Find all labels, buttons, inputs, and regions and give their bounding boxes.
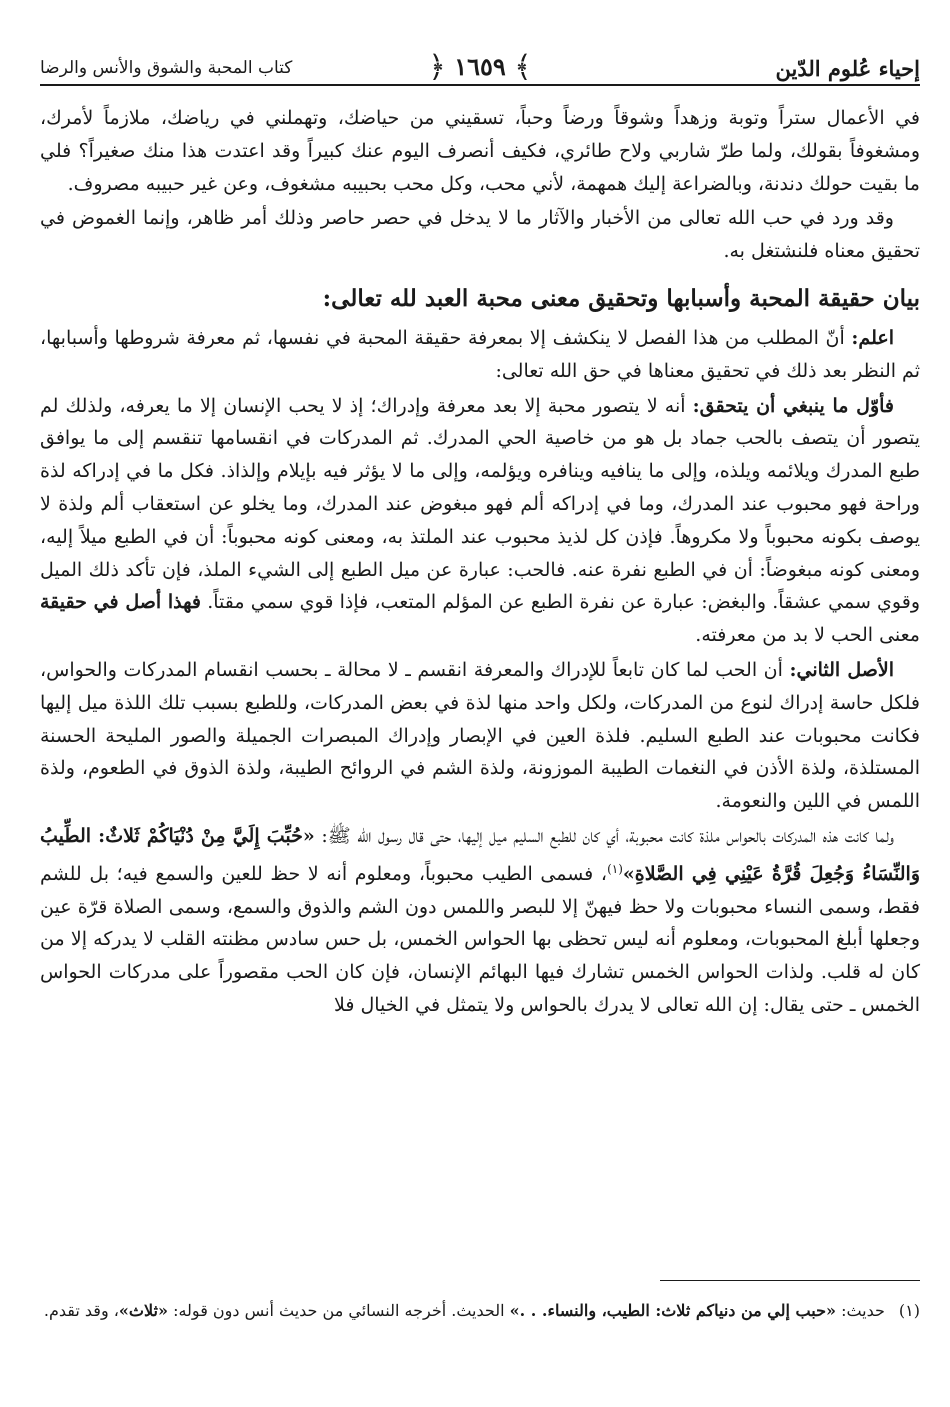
paragraph-4-text: أنه لا يتصور محبة إلا بعد معرفة وإدراك؛ إذ لا يحب الإنسان إلا ما يعرفه، ولذلك لم يتصور أن يتصف بالحب جماد بل هو من خاصية الحي المدرك. ثم المدركات في انقسامها تنقسم إلى ما يوافق طبع المدرك ويلائمه ويلذه، وإلى ما ينافيه وينافره ويؤلمه، وإلى ما لا يؤثر فيه بإيلام وإلذاذ. فكل ما في إدراكه لذة وراحة فهو محبوب عند المدرك، وما في إدراكه ألم فهو مبغوض عند المدرك، وما يخلو عن استعقاب ألم ولذة لا يوصف بكونه محبوباً ولا مكروهاً. فإذن كل لذيذ محبوب عند الملتذ به، ومعنى كونه محبوباً: أن في الطبع ميلاً إليه، ومعنى كونه مبغوضاً: أن في الطبع نفرة عنه. فالحب: عبارة عن ميل الطبع إلى الشيء الملذ، فإن تأكد ذلك الميل وقوي سمي عشقاً. والبغض: عبارة عن نفرة الطبع عن المؤلم المتعب، فإذا قوي سمي مقتاً. [40,394,920,614]
paragraph-5-text: أن الحب لما كان تابعاً للإدراك والمعرفة انقسم ـ لا محالة ـ بحسب انقسام المدركات والحواس، فلكل حاسة إدراك لنوع من المدركات، ولكل واحد منها لذة في بعض المدركات، وللطبع بسبب تلك اللذة ميل إليها فكانت محبوبات عند الطبع السليم. فلذة العين في الإبصار وإدراك المبصرات الجميلة والصور المليحة الحسنة المستلذة، ولذة الأذن في النغمات الطيبة الموزونة، ولذة الشم في الروائح الطيبة، ولذة الذوق في الطعوم، ولذة اللمس في اللين والنعومة. [40,658,920,813]
footnote-text: الحديث. أخرجه النسائي من حديث أنس دون قوله: [173,1301,510,1320]
running-header [40,34,920,86]
footnote-reference[interactable]: (١) [607,861,623,876]
book-title: إحياء عُلوم الدّين [775,56,920,81]
page-body [40,86,920,1022]
paragraph-3-lead: اعلم: [851,326,894,349]
paragraph-4-lead: فأوّل ما ينبغي أن يتحقق: [692,394,894,417]
footnote [40,1296,920,1326]
footnote-separator [660,1280,920,1281]
book-page [40,34,920,1374]
paragraph-5 [40,654,920,818]
ornament-brace-left: ﴿ [428,50,446,85]
paragraph-3-text: أنّ المطلب من هذا الفصل لا ينكشف إلا بمعرفة حقيقة المحبة في نفسها، ثم معرفة شروطها وأسبابها، ثم النظر بعد ذلك في تحقيق معناها في حق الله تعالى: [40,326,920,382]
paragraph-3 [40,322,920,388]
hadith-quote: «حُبِّبَ إِلَيَّ مِنْ دُنْيَاكُمْ ثَلاثٌ: الطِّيبُ وَالنِّسَاءُ وَجُعِلَ قُرَّةُ عَيْنِي فِي الصَّلاةِ» [40,824,920,885]
section-heading: بيان حقيقة المحبة وأسبابها وتحقيق معنى محبة العبد لله تعالى: [322,284,920,312]
page-number-value: ١٦٥٩ [454,52,506,81]
footnote-quote-2: «ثلاث» [118,1301,168,1320]
paragraph-4 [40,390,920,652]
paragraph-1: في الأعمال ستراً وتوبة وزهداً وشوقاً ورضاً وحباً، تسقيني من حياضك، وتهملني في رياضك، ملازماً لأمرك، ومشغوفاً بقولك، ولما طرّ شاربي ولاح طائري، فكيف أنصرف اليوم عنك كبيراً وقد اعتدت هذا منك صغيراً؟ فلي ما بقيت حولك دندنة، وبالضراعة إليك همهمة، لأني محب، وكل محب بحبيبه مشغوف، وعن غير حبيبه مصروف. [40,107,920,195]
ornament-brace-right: ﴾ [514,50,532,85]
page-number [428,50,531,85]
footnote-text-2: ، وقد تقدم. [43,1301,119,1320]
paragraph-2: وقد ورد في حب الله تعالى من الأخبار والآثار ما لا يدخل في حصر حاصر وذلك أمر ظاهر، وإنما الغموض في تحقيق معناه فلنشتغل به. [40,207,920,263]
paragraph-4-bold-end: فهذا أصل في حقيقة [40,591,201,614]
chapter-title: كتاب المحبة والشوق والأنس والرضا [40,58,293,78]
paragraph-6 [40,820,920,1022]
paragraph-4-tail: معنى الحب لا بد من معرفته. [695,624,920,647]
paragraph-6-tail: ، فسمى الطيب محبوباً، ومعلوم أنه لا حظ للعين والسمع فيه؛ بل للشم فقط، وسمى النساء محبوبات ولا حظ فيهنّ إلا للبصر واللمس دون الشم والذوق والسمع، وسمى الصلاة قرّة عين وجعلها أبلغ المحبوبات، ومعلوم أنه ليس تحظى بها الحواس الخمس، بل حس سادس مظنته القلب لا يدركه إلا من كان له قلب. ولذات الحواس الخمس تشارك فيها البهائم الإنسان، فإن كان الحب مقصوراً على مدركات الحواس الخمس ـ حتى يقال: إن الله تعالى لا يدرك بالحواس ولا يتمثل في الخيال فلا [40,862,920,1016]
paragraph-5-lead: الأصل الثاني: [789,658,894,681]
footnote-quote: «حبب إلي من دنياكم ثلاث: الطيب، والنساء. . .» [509,1301,836,1320]
footnote-mark: (١) [898,1301,920,1320]
paragraph-6-text: ولما كانت هذه المدركات بالحواس ملذة كانت محبوبة، أي كان للطبع السليم ميل إليها، حتى قال رسول الله ﷺ: [314,824,894,847]
footnote-label: حديث: [841,1301,885,1320]
